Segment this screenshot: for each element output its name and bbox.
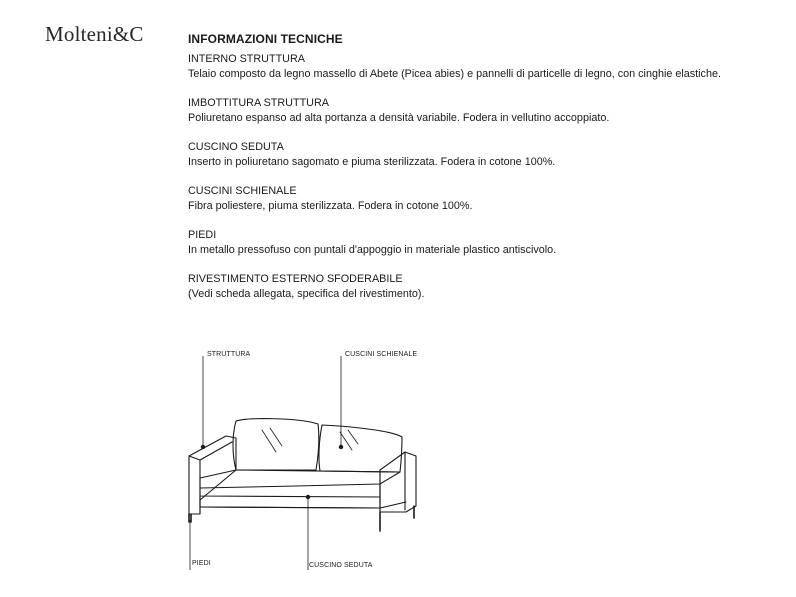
callout-label-piedi: PIEDI — [192, 560, 211, 567]
section-text: Telaio composto da legno massello di Abete (Picea abies) e pannelli di particelle di legno, con cinghie elastiche. — [188, 68, 721, 80]
section-text: Poliuretano espanso ad alta portanza a densità variabile. Fodera in vellutino accoppiato. — [188, 112, 610, 124]
section-text: Inserto in poliuretano sagomato e piuma sterilizzata. Fodera in cotone 100%. — [188, 156, 556, 168]
section-title: RIVESTIMENTO ESTERNO SFODERABILE — [188, 273, 403, 285]
back-cushion-right — [319, 425, 402, 472]
callout-label-cuscini-schienale: CUSCINI SCHIENALE — [345, 351, 418, 358]
section-title: CUSCINO SEDUTA — [188, 141, 284, 153]
right-arm — [380, 452, 416, 512]
section-title: PIEDI — [188, 229, 217, 241]
section-text: In metallo pressofuso con puntali d'appoggio in materiale plastico antiscivolo. — [188, 244, 557, 256]
section-text: Fibra poliestere, piuma sterilizzata. Fodera in cotone 100%. — [188, 200, 473, 212]
callout-label-struttura: STRUTTURA — [207, 351, 251, 358]
section-title: IMBOTTITURA STRUTTURA — [188, 97, 329, 109]
section-text: (Vedi scheda allegata, specifica del rivestimento). — [188, 288, 425, 300]
brand-logo: Molteni&C — [45, 22, 144, 46]
page-heading: INFORMAZIONI TECNICHE — [188, 32, 343, 46]
section-title: INTERNO STRUTTURA — [188, 53, 305, 65]
back-cushion-left — [233, 419, 319, 470]
seat-cushion — [200, 470, 400, 488]
section-title: CUSCINI SCHIENALE — [188, 185, 297, 197]
callout-label-cuscino-seduta: CUSCINO SEDUTA — [309, 562, 373, 569]
